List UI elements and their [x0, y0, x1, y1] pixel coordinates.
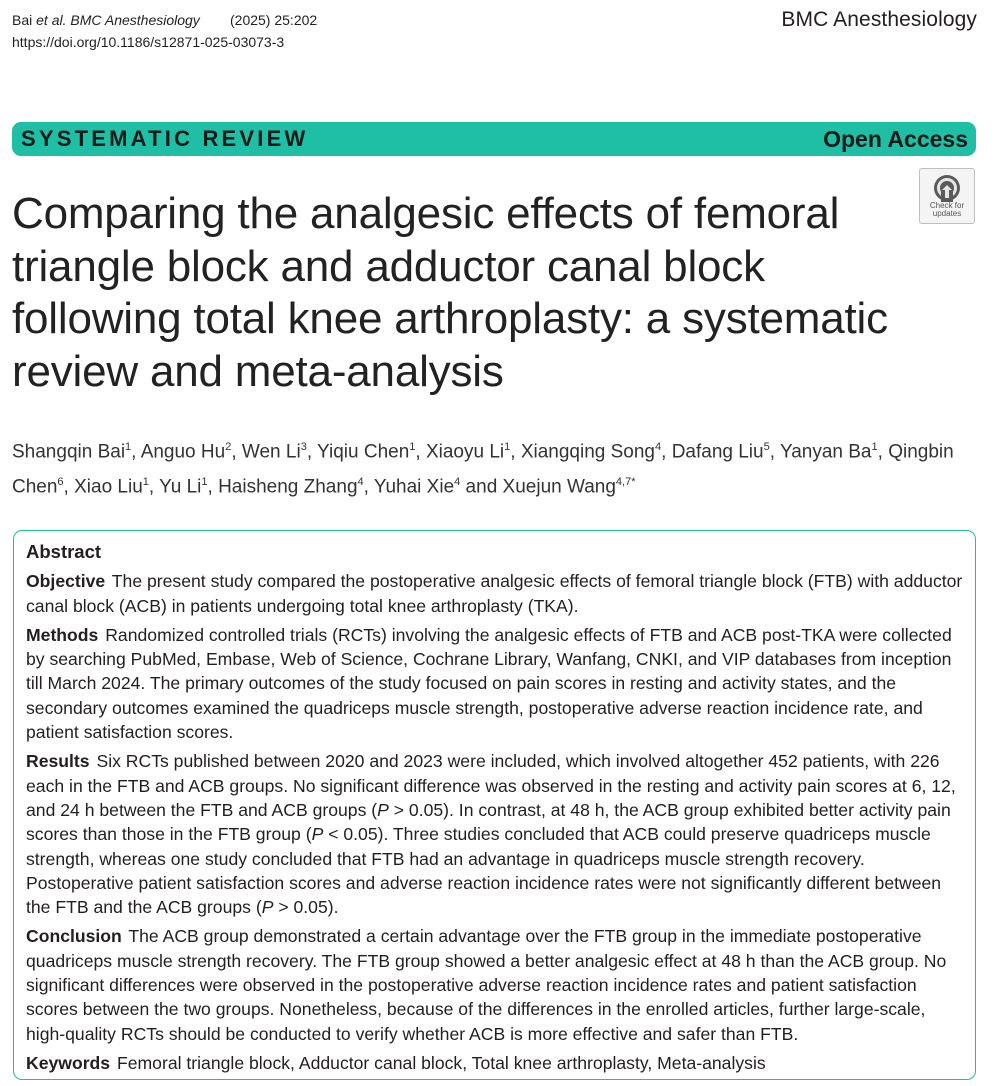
article-type-banner [12, 122, 976, 156]
author-affiliation: 4,7* [615, 476, 636, 489]
author-list: Shangqin Bai$^1$, Anguo Hu$^2$, Wen Li$^3$, Yiqiu Chen$^1$, Xiaoyu Li$^1$, Xiangqing Song$^4$, Dafang Liu$^5$, Yanyan Ba$^1$, Qingbin Chen$^6$, Xiao Liu$^1$, Yu Li$^1$, Haisheng Zhang$^4$, Yuhai Xie$^4$ and Xuejun Wang$^{4,7*}$ [12, 441, 954, 498]
short-citation: Bai et al. BMC Anesthesiology [12, 12, 200, 28]
journal-name: BMC Anesthesiology [781, 8, 977, 31]
author-affiliation: 4 [357, 476, 364, 489]
author[interactable]: Xuejun Wang [502, 476, 616, 498]
abstract-heading: Abstract [26, 541, 102, 562]
author[interactable]: Haisheng Zhang [218, 476, 358, 498]
author[interactable]: Qingbin Chen [12, 441, 954, 498]
author[interactable]: Xiao Liu [74, 476, 143, 498]
author[interactable]: Yu Li [159, 476, 202, 498]
abstract-methods: Methods Randomized controlled trials (RCTs) involving the analgesic effects of FTB and ACB post-TKA were collected by searching PubMed, Embase, Web of Science, Cochrane Library, Wanfang, CNKI, and VIP databases from inception till March 2024. The primary outcomes of the study focused on pain scores in resting and activity states, and the secondary outcomes examined the quadriceps muscle strength, postoperative adverse reaction incidence rate, and patient satisfaction scores. [26, 624, 952, 743]
article-type: SYSTEMATIC REVIEW [21, 126, 309, 151]
author-affiliation: 4 [655, 441, 662, 453]
author[interactable]: Yiqiu Chen [317, 441, 410, 463]
check-updates-label-1: Check for [929, 201, 965, 210]
running-header [12, 9, 317, 53]
author[interactable]: Yuhai Xie [373, 476, 455, 498]
author[interactable]: Yanyan Ba [779, 441, 872, 463]
author-affiliation: 1 [201, 476, 208, 489]
abstract-box [13, 530, 976, 1080]
doi-link[interactable]: https://doi.org/10.1186/s12871-025-03073-3 [12, 34, 285, 50]
volume-citation: (2025) 25:202 [230, 12, 318, 28]
author[interactable]: Dafang Liu [671, 441, 764, 463]
open-access-label: Open Access [823, 125, 968, 152]
author-affiliation: 5 [763, 441, 770, 453]
author-affiliation: 4 [454, 476, 461, 489]
author-affiliation: 1 [504, 441, 511, 453]
check-updates-label-2: updates [932, 209, 962, 218]
author[interactable]: Shangqin Bai [12, 441, 126, 463]
author-affiliation: 2 [225, 441, 232, 453]
author-affiliation: 1 [871, 441, 878, 453]
author[interactable]: Xiaoyu Li [425, 441, 505, 463]
abstract-objective: Objective The present study compared the postoperative analgesic effects of femoral triangle block (FTB) with adductor canal block (ACB) in patients undergoing total knee arthroplasty (TKA). [26, 571, 963, 616]
author[interactable]: Anguo Hu [140, 441, 226, 463]
author-affiliation: 1 [125, 441, 132, 453]
article-title: Comparing the analgesic effects of femoral triangle block and adductor canal block following total knee arthroplasty: a systematic review and meta-analysis [12, 189, 888, 396]
abstract-keywords: Keywords Femoral triangle block, Adductor canal block, Total knee arthroplasty, Meta-analysis [26, 1052, 766, 1073]
author-affiliation: 1 [409, 441, 416, 453]
check-for-updates-button[interactable] [919, 168, 975, 224]
author-affiliation: 3 [300, 441, 307, 453]
author[interactable]: Wen Li [241, 441, 301, 463]
abstract-results: Results Six RCTs published between 2020 and 2023 were included, which involved altogether 452 patients, with 226 each in the FTB and ACB groups. No significant difference was observed in the resting and activity pain scores at 6, 12, and 24 h between the FTB and ACB groups (P > 0.05). In contrast, at 48 h, the ACB group exhibited better activity pain scores than those in the FTB group (P < 0.05). Three studies concluded that ACB could preserve quadriceps muscle strength, whereas one study concluded that FTB had an advantage in quadriceps muscle strength recovery. Postoperative patient satisfaction scores and adverse reaction incidence rates were not significantly different between the FTB and the ACB groups (P > 0.05). [26, 751, 956, 918]
abstract-conclusion: Conclusion The ACB group demonstrated a certain advantage over the FTB group in the immediate postoperative quadriceps muscle strength recovery. The FTB group showed a better analgesic effect at 48 h than the ACB group. No significant differences were observed in the postoperative adverse reaction incidence rates and patient satisfaction scores between the two groups. Nonetheless, because of the differences in the enrolled articles, further large-scale, high-quality RCTs should be conducted to verify whether ACB is more effective and safer than FTB. [26, 926, 947, 1044]
author-affiliation: 1 [142, 476, 149, 489]
author[interactable]: Xiangqing Song [520, 441, 655, 463]
check-updates-icon [933, 174, 961, 202]
author-affiliation: 6 [57, 476, 64, 489]
